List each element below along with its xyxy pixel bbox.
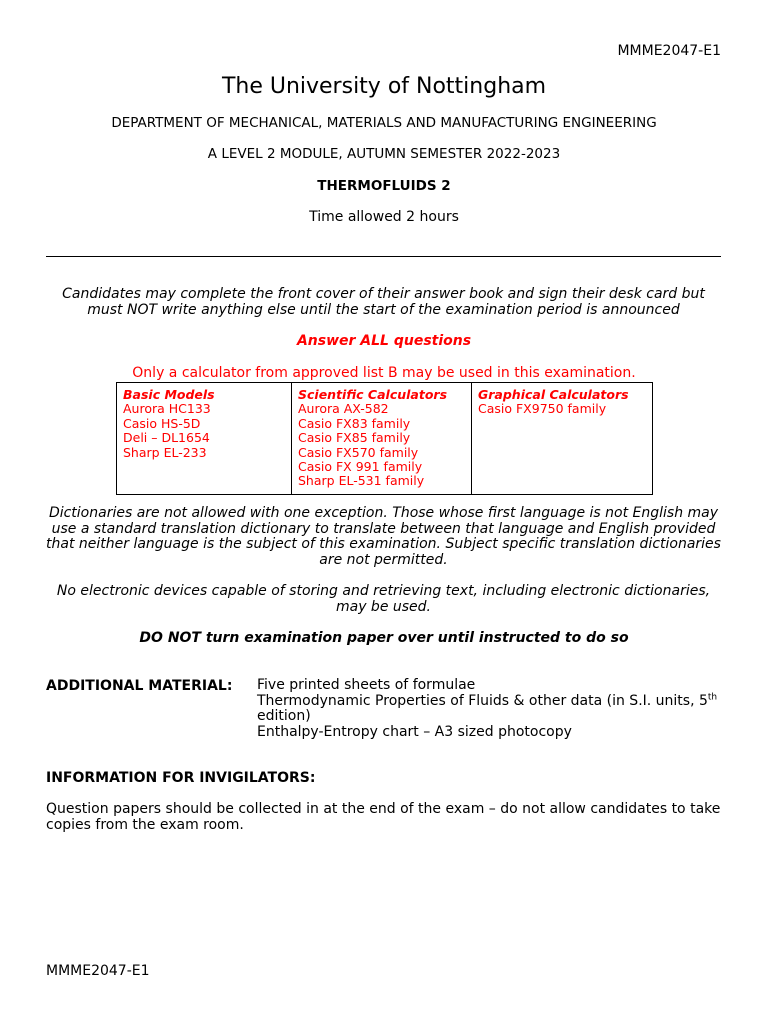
electronic-devices-policy: No electronic devices capable of storing and retrieving text, including electronic dictionaries, may be used. <box>56 583 711 615</box>
calculator-model: Aurora AX-582 <box>298 401 389 417</box>
additional-material-list <box>257 678 721 740</box>
calculator-table <box>116 382 653 495</box>
divider-rule <box>46 256 721 257</box>
candidates-instruction: Candidates may complete the front cover of their answer book and sign their desk card but must NOT write anything else until the start of the examination period is announced <box>62 286 705 318</box>
module-level: A LEVEL 2 MODULE, AUTUMN SEMESTER 2022-2023 <box>207 146 561 162</box>
dictionary-policy: Dictionaries are not allowed with one exception. Those whose first language is not English may use a standard translation dictionary to translate between that language and English provided that neither language is the subject of this examination. Subject specific translation dictionaries are not permitted. <box>46 505 721 568</box>
calculator-model: Casio FX85 family <box>298 430 411 446</box>
calculator-model: Sharp EL-531 family <box>298 473 425 489</box>
column-heading: Graphical Calculators <box>478 387 629 402</box>
ordinal-suffix: th <box>707 691 718 702</box>
calculator-column-scientific <box>292 383 472 495</box>
calculator-model: Casio FX9750 family <box>478 401 607 417</box>
additional-material-label: ADDITIONAL MATERIAL: <box>46 678 233 694</box>
calculator-column-basic <box>117 383 292 495</box>
calculator-model: Casio FX83 family <box>298 415 411 431</box>
calculator-column-graphical <box>472 383 653 495</box>
exam-code-top: MMME2047-E1 <box>617 43 721 59</box>
calculator-model: Deli – DL1654 <box>123 430 210 446</box>
invigilators-text: Question papers should be collected in at the end of the exam – do not allow candidates to take copies from the exam room. <box>46 801 721 833</box>
department-name: DEPARTMENT OF MECHANICAL, MATERIALS AND MANUFACTURING ENGINEERING <box>111 115 657 131</box>
calculator-model: Casio HS-5D <box>123 415 201 431</box>
calculator-model: Casio FX570 family <box>298 444 419 460</box>
module-title: THERMOFLUIDS 2 <box>317 178 451 194</box>
column-heading: Scientific Calculators <box>298 387 448 402</box>
answer-all-notice: Answer ALL questions <box>296 333 472 349</box>
material-item: Five printed sheets of formulae <box>257 677 476 693</box>
calculator-notice: Only a calculator from approved list B may be used in this examination. <box>132 365 636 381</box>
material-item <box>257 691 721 725</box>
calculator-model: Casio FX 991 family <box>298 459 423 475</box>
exam-code-bottom: MMME2047-E1 <box>46 963 150 979</box>
university-title: The University of Nottingham <box>221 74 547 99</box>
material-item: Enthalpy-Entropy chart – A3 sized photocopy <box>257 723 572 740</box>
material-item-text: Thermodynamic Properties of Fluids & other data (in S.I. units, 5 <box>257 692 708 709</box>
calculator-model: Aurora HC133 <box>123 401 211 417</box>
material-item-text: edition) <box>257 708 311 724</box>
do-not-turn-notice: DO NOT turn examination paper over until instructed to do so <box>139 630 629 646</box>
calculator-model: Sharp EL-233 <box>123 444 207 460</box>
invigilators-heading: INFORMATION FOR INVIGILATORS: <box>46 770 316 786</box>
column-heading: Basic Models <box>123 387 215 402</box>
time-allowed: Time allowed 2 hours <box>309 209 459 225</box>
